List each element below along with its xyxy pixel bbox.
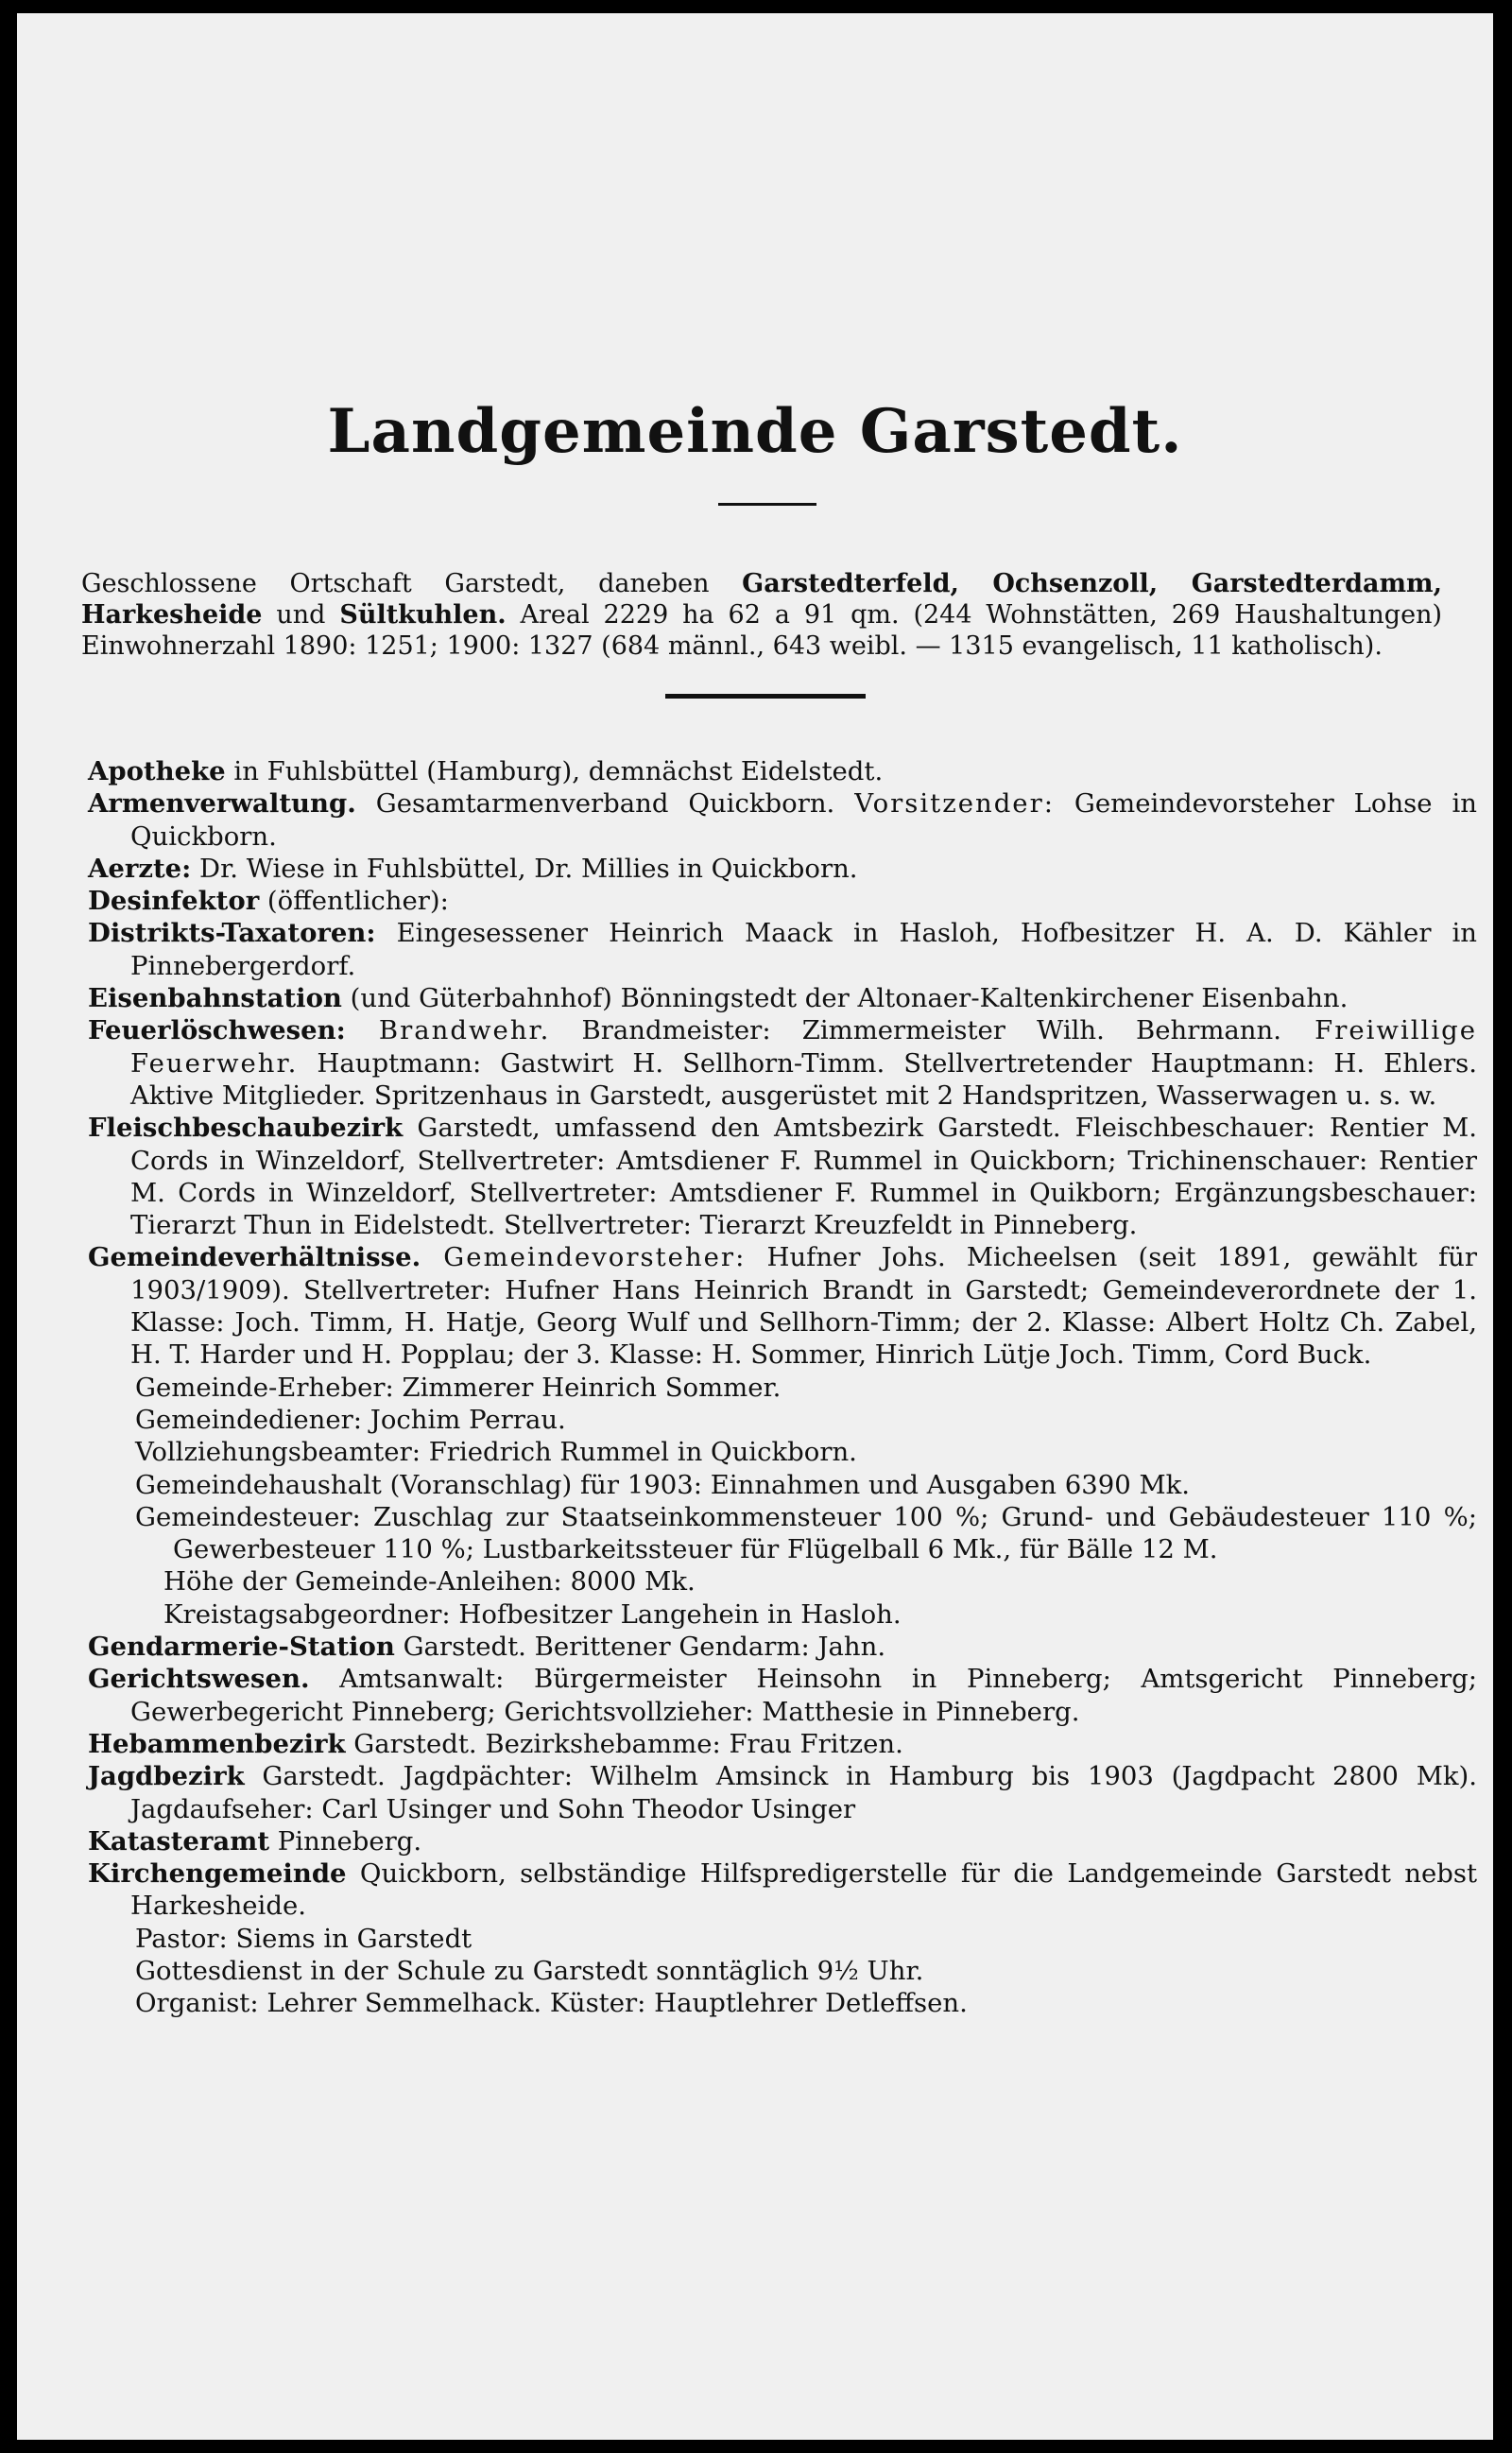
sub-text: Hofbesitzer Langehein in Hasloh. xyxy=(450,1598,902,1630)
entry-text: Garstedt. Jagdpächter: Wilhelm Amsinck in Hamburg bis 1903 (Jagdpacht 2800 Mk). Jagdaufseher: Carl Usinger und Sohn Theodor Usinger xyxy=(130,1761,1477,1824)
entry-head: Katasteramt xyxy=(88,1825,270,1857)
intro-places: Garstedterfeld, Ochsenzoll, Garstedterdamm, Harkesheide xyxy=(81,569,1442,630)
entry-text: Hufner Johs. Micheelsen (seit 1891, gewählt für 1903/1909). Stellvertreter: Hufner Hans Heinrich Brandt in Garstedt; Gemeindeverordnete der 1. Klasse: Joch. Timm, H. Hatje, Georg Wulf und Sellhorn-Timm; der 2. Klasse: Albert Holtz Ch. Zabel, H. T. Harder und H. Popplau; der 3. Klasse: H. Sommer, Hinrich Lütje Joch. Timm, Cord Buck. xyxy=(130,1242,1477,1371)
entry-armenverwaltung xyxy=(88,787,1477,853)
sub-entry-erheber xyxy=(88,1372,1477,1404)
sub-text: Jochim Perrau. xyxy=(362,1404,566,1435)
sub-label: Pastor: xyxy=(135,1923,228,1954)
entry-text: Amtsanwalt: Bürgermeister Heinsohn in Pinneberg; Amtsgericht Pinneberg; Gewerbegericht Pinneberg; Gerichtsvollzieher: Matthesie in Pinneberg. xyxy=(130,1664,1477,1727)
entry-head: Armenverwaltung. xyxy=(88,788,356,820)
entry-text: Garstedt, umfassend den Amtsbezirk Garstedt. Fleischbeschauer: Rentier M. Cords in Winzeldorf, Stellvertreter: Amtsdiener F. Rummel in Quickborn; Trichinenschauer: Rentier M. Cords in Winzeldorf, Stellvertreter: Amtsdiener F. Rummel in Quikborn; Ergänzungsbeschauer: Tierarzt Thun in Eidelstedt. Stellvertreter: Tierarzt Kreuzfeldt in Pinneberg. xyxy=(130,1113,1477,1241)
sub-text: Friedrich Rummel in Quickborn. xyxy=(420,1437,857,1468)
sub-label: Gemeinde-Erheber: xyxy=(135,1372,394,1403)
entry-head: Gendarmerie-Station xyxy=(88,1632,395,1663)
entry-gendarmerie xyxy=(88,1631,1477,1663)
entry-aerzte xyxy=(88,853,1477,885)
intro-place-last: Sültkuhlen. xyxy=(339,600,507,630)
sub-entry-gottesdienst xyxy=(88,1955,1477,1987)
entry-head: Aerzte: xyxy=(88,853,192,884)
entries-list xyxy=(88,755,1477,2020)
sub-text: Zimmerer Heinrich Sommer. xyxy=(393,1372,782,1403)
entry-head: Kirchengemeinde xyxy=(88,1858,347,1890)
sub-entry-vollziehung xyxy=(88,1436,1477,1468)
entry-distrikts-taxatoren xyxy=(88,917,1477,982)
entry-text: Gemeindevorsteher Lohse in Quickborn. xyxy=(130,788,1477,852)
entry-text: Hauptmann: Gastwirt H. Sellhorn-Timm. Stellvertretender Hauptmann: H. Ehlers. Aktive Mitglieder. Spritzenhaus in Garstedt, ausgerüstet mit 2 Handspritzen, Wasserwagen u. s. w. xyxy=(130,1047,1477,1111)
entry-label: Freiwillige Feuerwehr. xyxy=(130,1015,1478,1079)
entry-label: Gemeindevorsteher: xyxy=(421,1242,747,1273)
sub-text: in der Schule zu Garstedt sonntäglich 9½ Uhr. xyxy=(301,1955,924,1986)
sub-text: Siems in Garstedt xyxy=(227,1923,472,1954)
sub-text: Zuschlag zur Staatseinkommensteuer 100 %; Grund- und Gebäudesteuer 110 %; Gewerbesteuer 110 %; Lustbarkeitssteuer für Flügelball 6 Mk., für Bälle 12 M. xyxy=(173,1501,1477,1565)
sub-label: Kreistagsabgeordner: xyxy=(163,1598,451,1630)
entry-hebammenbezirk xyxy=(88,1728,1477,1760)
entry-text: Gesamtarmenverband Quickborn. xyxy=(355,788,855,820)
entry-feuerloeschwesen xyxy=(88,1014,1477,1112)
entry-label: Vorsitzender: xyxy=(854,788,1055,820)
entry-kirchengemeinde xyxy=(88,1857,1477,1923)
entry-text: Garstedt. Berittener Gendarm: Jahn. xyxy=(394,1632,886,1663)
entry-head: Gemeindeverhältnisse. xyxy=(88,1242,421,1273)
sub-entry-organist xyxy=(88,1987,1477,2019)
entry-apotheke xyxy=(88,755,1477,787)
sub-label: Organist: xyxy=(135,1988,259,2019)
entry-text: Dr. Wiese in Fuhlsbüttel, Dr. Millies in Quickborn. xyxy=(191,853,858,884)
entry-head: Desinfektor xyxy=(88,886,260,917)
sub-entry-pastor xyxy=(88,1923,1477,1955)
entry-head: Hebammenbezirk xyxy=(88,1728,346,1759)
sub-label: Gemeindediener: xyxy=(135,1404,363,1435)
intro-text-2: und xyxy=(262,600,340,630)
entry-text: Eingesessener Heinrich Maack in Hasloh, Hofbesitzer H. A. D. Kähler in Pinnebergerdorf. xyxy=(130,918,1477,981)
sub-text: Lehrer Semmelhack. Küster: Hauptlehrer Detleffsen. xyxy=(258,1988,968,2019)
entry-head: Distrikts-Taxatoren: xyxy=(88,918,376,949)
entry-gerichtswesen xyxy=(88,1663,1477,1728)
sub-label: Vollziehungsbeamter: xyxy=(135,1437,421,1468)
sub-entry-anleihen xyxy=(88,1565,1477,1598)
entry-label: Brandwehr. xyxy=(345,1015,551,1046)
entry-eisenbahnstation xyxy=(88,982,1477,1014)
entry-text: in Fuhlsbüttel (Hamburg), demnächst Eidelstedt. xyxy=(225,756,884,786)
intro-paragraph xyxy=(81,568,1442,662)
entry-desinfektor xyxy=(88,885,1477,917)
entry-gemeindeverhaeltnisse xyxy=(88,1241,1477,1371)
entry-head: Feuerlöschwesen: xyxy=(88,1015,346,1046)
entry-fleischbeschaubezirk xyxy=(88,1112,1477,1241)
sub-label: Gemeindehaushalt xyxy=(135,1469,382,1500)
entry-text: (und Güterbahnhof) Bönningstedt der Altonaer-Kaltenkirchener Eisenbahn. xyxy=(341,983,1349,1014)
entry-text: Garstedt. Bezirkshebamme: Frau Fritzen. xyxy=(345,1728,903,1759)
entry-head: Eisenbahnstation xyxy=(88,983,342,1014)
entry-head: Jagdbezirk xyxy=(88,1761,245,1792)
sub-entry-kreistag xyxy=(88,1598,1477,1631)
document-page xyxy=(17,13,1493,2440)
sub-label: Gemeindesteuer: xyxy=(135,1501,361,1532)
title-rule xyxy=(718,503,816,506)
entry-text: Pinneberg. xyxy=(269,1825,422,1857)
entry-head: Fleischbeschaubezirk xyxy=(88,1113,404,1144)
sub-entry-haushalt xyxy=(88,1469,1477,1501)
intro-text-1: Geschlossene Ortschaft Garstedt, daneben xyxy=(81,569,743,598)
sub-entry-diener xyxy=(88,1404,1477,1436)
page-title: Landgemeinde Garstedt. xyxy=(327,396,1183,467)
sub-text: (Voranschlag) für 1903: Einnahmen und Ausgaben 6390 Mk. xyxy=(381,1469,1191,1500)
entry-head: Gerichtswesen. xyxy=(88,1664,310,1695)
entry-text: Brandmeister: Zimmermeister Wilh. Behrmann. xyxy=(550,1015,1281,1046)
sub-label: Höhe der Gemeinde-Anleihen: xyxy=(163,1566,562,1598)
entry-head: Apotheke xyxy=(88,756,226,786)
sub-text: 8000 Mk. xyxy=(561,1566,696,1598)
sub-entry-steuer xyxy=(88,1501,1477,1566)
entry-text: Quickborn, selbständige Hilfspredigerstelle für die Landgemeinde Garstedt nebst Harkesheide. xyxy=(130,1858,1477,1922)
section-divider xyxy=(665,694,866,699)
entry-text: (öffentlicher): xyxy=(259,886,449,917)
entry-jagdbezirk xyxy=(88,1760,1477,1825)
entry-katasteramt xyxy=(88,1825,1477,1857)
intro-text-3: Areal 2229 ha 62 a 91 qm. (244 Wohnstätten, 269 Haushaltungen) Einwohnerzahl 1890: 1251; 1900: 1327 (684 männl., 643 weibl. — 1315 evangelisch, 11 katholisch). xyxy=(81,600,1442,661)
sub-label: Gottesdienst xyxy=(135,1955,302,1986)
